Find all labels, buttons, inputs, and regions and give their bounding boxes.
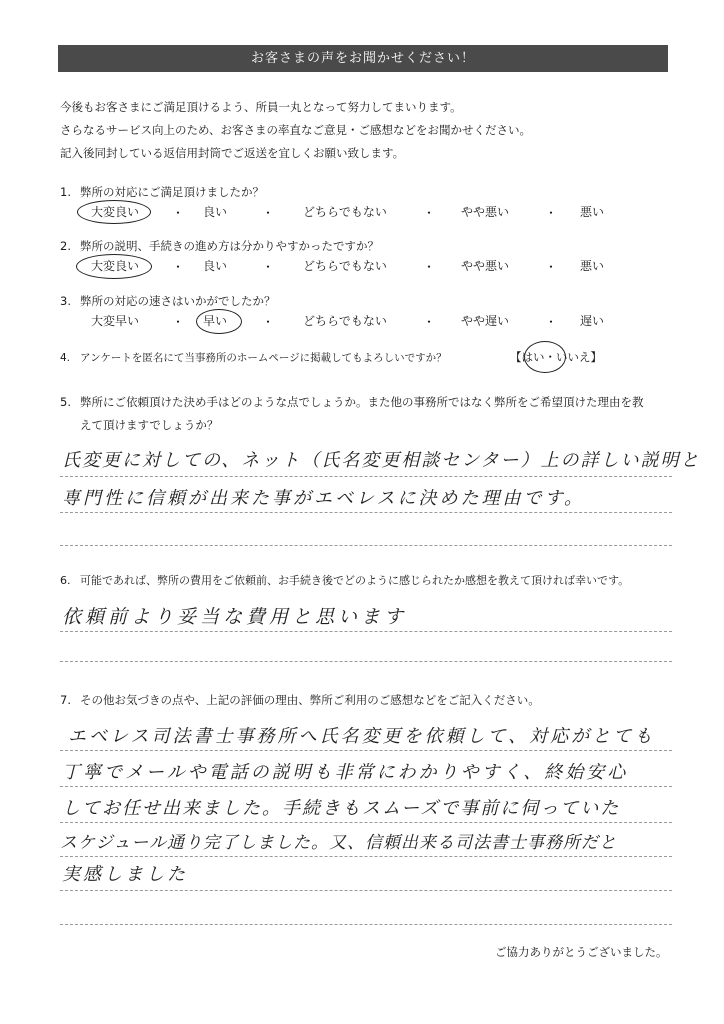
- q2-option-3[interactable]: どちらでもない: [303, 259, 387, 273]
- q2-option-2[interactable]: 良い: [202, 259, 227, 273]
- q3-option-3[interactable]: どちらでもない: [303, 314, 387, 328]
- question-3-text: 弊所の対応の速さはいかがでしたか？: [80, 294, 276, 308]
- question-6: [60, 574, 629, 588]
- q3-separator-4: ・: [545, 315, 558, 329]
- question-7-number: 7.: [60, 693, 71, 707]
- thank-you-note: ご協力ありがとうございました。: [495, 945, 668, 959]
- q7-answer-line-1: エベレス司法書士事務所へ氏名変更を依頼して、対応がとても: [68, 726, 656, 747]
- question-5-text-1: 弊所にご依頼頂けた決め手はどのような点でしょうか。また他の事務所ではなく弊所をご希望頂けた理由を教: [80, 395, 644, 409]
- q1-option-1[interactable]: 大変良い: [90, 205, 139, 219]
- question-4: [60, 351, 447, 365]
- q1-option-5[interactable]: 悪い: [579, 205, 604, 219]
- question-4-number: 4.: [60, 352, 71, 364]
- q5-answer-line-1: 氏変更に対しての、ネット（氏名変更相談センター）上の詳しい説明と: [62, 450, 701, 471]
- q3-option-5[interactable]: 遅い: [579, 314, 604, 328]
- question-5: [60, 395, 644, 409]
- q7-rule-6: [60, 924, 672, 925]
- q6-answer-line-1: 依頼前より妥当な費用と思います: [62, 606, 408, 628]
- question-2: [60, 239, 379, 253]
- q1-separator-1: ・: [172, 206, 185, 220]
- q1-separator-4: ・: [545, 206, 558, 220]
- q7-answer-line-2: 丁寧でメールや電話の説明も非常にわかりやすく、終始安心: [62, 762, 629, 783]
- question-6-number: 6.: [60, 574, 71, 587]
- q2-separator-3: ・: [423, 260, 436, 274]
- intro-line-3: 記入後同封している返信用封筒でご返送を宜しくお願い致します。: [60, 146, 405, 160]
- q6-rule-1: [60, 631, 672, 632]
- q2-separator-2: ・: [262, 260, 275, 274]
- q1-option-3[interactable]: どちらでもない: [303, 205, 387, 219]
- question-5-number: 5.: [60, 395, 71, 409]
- q4-option-no[interactable]: いいえ: [556, 350, 591, 364]
- q7-answer-line-5: 実感しました: [62, 864, 188, 885]
- q7-rule-1: [60, 750, 672, 751]
- q5-rule-3: [60, 545, 672, 546]
- intro-line-1: 今後もお客さまにご満足頂けるよう、所員一丸となって努力してまいります。: [60, 100, 462, 114]
- q2-separator-1: ・: [172, 260, 185, 274]
- q2-selected-circle: [76, 254, 152, 279]
- q3-separator-1: ・: [172, 315, 185, 329]
- question-2-text: 弊所の説明、手続きの進め方は分かりやすかったですか？: [80, 239, 379, 253]
- question-3-number: 3.: [60, 294, 71, 308]
- q7-rule-4: [60, 856, 672, 857]
- question-4-text: アンケートを匿名にて当事務所のホームページに掲載してもよろしいですか？: [80, 352, 447, 364]
- q5-rule-1: [60, 476, 672, 477]
- question-2-number: 2.: [60, 239, 71, 253]
- q4-separator: ・: [544, 350, 556, 364]
- q6-rule-2: [60, 661, 672, 662]
- q7-answer-line-4: スケジュール通り完了しました。又、信頼出来る司法書士事務所だと: [60, 833, 617, 853]
- question-6-text: 可能であれば、弊所の費用をご依頼前、お手続き後でどのように感じられたか感想を教えて頂ければ幸いです。: [80, 574, 630, 587]
- q3-separator-2: ・: [262, 315, 275, 329]
- q1-separator-3: ・: [423, 206, 436, 220]
- q4-bracket-open: 【: [510, 350, 522, 364]
- q1-selected-circle: [77, 200, 151, 224]
- q3-option-1[interactable]: 大変早い: [90, 314, 139, 328]
- q3-option-2[interactable]: 早い: [202, 314, 227, 328]
- survey-title-banner: お客さまの声をお聞かせください！: [58, 45, 668, 72]
- q4-option-yes[interactable]: はい: [521, 350, 545, 364]
- q1-option-4[interactable]: やや悪い: [460, 205, 509, 219]
- q5-rule-2: [60, 512, 672, 513]
- q3-selected-circle: [196, 309, 242, 334]
- q7-answer-line-3: してお任せ出来ました。手続きもスムーズで事前に伺っていた: [62, 798, 621, 819]
- q3-option-4[interactable]: やや遅い: [460, 314, 509, 328]
- q2-option-4[interactable]: やや悪い: [460, 259, 509, 273]
- question-1: [60, 185, 264, 199]
- q2-separator-4: ・: [545, 260, 558, 274]
- q1-option-2[interactable]: 良い: [202, 205, 227, 219]
- q2-option-5[interactable]: 悪い: [579, 259, 604, 273]
- question-7: [60, 693, 540, 707]
- q3-separator-3: ・: [423, 315, 436, 329]
- q7-rule-5: [60, 890, 672, 891]
- question-7-text: その他お気づきの点や、上記の評価の理由、弊所ご利用のご感想などをご記入ください。: [80, 693, 540, 707]
- question-1-number: 1.: [60, 185, 71, 199]
- q4-selected-circle: [521, 341, 566, 373]
- q7-rule-3: [60, 822, 672, 823]
- question-1-text: 弊所の対応にご満足頂けましたか？: [80, 185, 264, 199]
- question-5-text-2: えて頂けますでしょうか？: [80, 418, 219, 432]
- q2-option-1[interactable]: 大変良い: [90, 259, 139, 273]
- question-3: [60, 294, 276, 308]
- q5-answer-line-2: 専門性に信頼が出来た事がエベレスに決めた理由です。: [62, 488, 586, 509]
- q4-bracket-close: 】: [590, 350, 602, 364]
- q1-separator-2: ・: [262, 206, 275, 220]
- q7-rule-2: [60, 786, 672, 787]
- intro-line-2: さらなるサービス向上のため、お客さまの率直なご意見・ご感想などをお聞かせください。: [60, 123, 532, 137]
